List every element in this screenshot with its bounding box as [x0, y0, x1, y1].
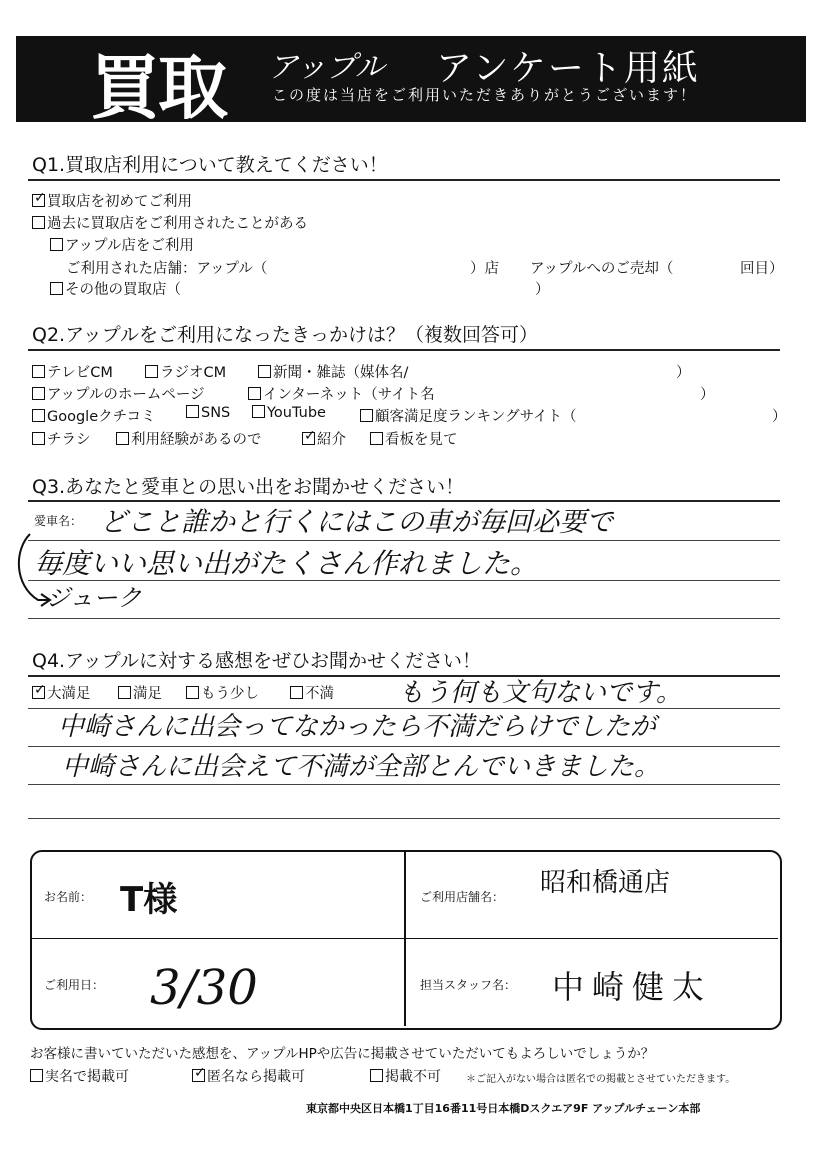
q2-title: Q2.アップルをご利用になったきっかけは？（複数回答可）	[32, 324, 538, 346]
q1-option-other[interactable]: その他の買取店（	[50, 278, 181, 299]
checkbox[interactable]	[370, 1069, 383, 1082]
form-title: アンケート用紙	[436, 48, 700, 89]
staff-label: 担当スタッフ名：	[420, 978, 517, 992]
q4-option-very-satisfied[interactable]: ✓ 大満足	[34, 682, 91, 702]
q1-option-past[interactable]: 過去に買取店をご利用されたことがある	[32, 212, 308, 233]
checkbox[interactable]	[118, 686, 131, 699]
q3-handwriting-line2: 毎度いい思い出がたくさん作れました。	[34, 547, 539, 580]
q2-paren: ）	[676, 365, 691, 381]
q2-option-internet[interactable]: インターネット（サイト名	[248, 383, 435, 404]
checkbox[interactable]	[186, 686, 199, 699]
q2-divider	[28, 349, 780, 351]
q1-sale-count-field: アップルへのご売却（	[530, 261, 674, 277]
checkbox[interactable]	[116, 432, 129, 445]
q1-option-apple[interactable]: アップル店をご利用	[50, 234, 194, 255]
publish-question: お客様に書いていただいた感想を、アップルHPや広告に掲載させていただいてもよろしいでしょうか？	[30, 1046, 655, 1062]
q4-title: Q4.アップルに対する感想をぜひお聞かせください！	[32, 650, 481, 672]
checkbox[interactable]	[50, 282, 63, 295]
checkbox[interactable]	[370, 432, 383, 445]
company-address: 東京都中央区日本橋1丁目16番11号日本橋Dスクエア9F アップルチェーン本部	[306, 1102, 701, 1115]
q1-other-suffix: ）	[535, 282, 550, 298]
checkbox[interactable]	[32, 387, 45, 400]
card-divider-horizontal	[30, 938, 778, 939]
q2-option-referral[interactable]: ✓ 紹介	[304, 428, 346, 448]
q2-option-tv[interactable]: テレビCM	[32, 361, 113, 382]
checkbox-checked[interactable]: ✓	[34, 682, 46, 698]
checkbox[interactable]	[32, 409, 45, 422]
q2-option-google[interactable]: Googleクチコミ	[32, 405, 156, 426]
q2-paren: ）	[772, 409, 787, 425]
apple-logo: アップル	[268, 50, 385, 85]
name-value: T様	[120, 880, 178, 920]
q1-option-first[interactable]: ✓ 買取店を初めてご利用	[34, 190, 192, 210]
checkbox[interactable]	[32, 432, 45, 445]
store-value: 昭和橋通店	[540, 868, 671, 898]
checkbox-checked[interactable]: ✓	[34, 190, 46, 206]
q2-option-ranking[interactable]: 顧客満足度ランキングサイト（	[360, 405, 577, 426]
q2-paren: ）	[700, 387, 715, 403]
q4-rule	[28, 818, 780, 819]
q4-option-satisfied[interactable]: 満足	[118, 682, 162, 703]
q4-rule	[28, 784, 780, 785]
q2-option-sns[interactable]: SNS	[186, 405, 230, 421]
header-banner	[16, 36, 806, 129]
q3-handwriting-car: ジューク	[46, 584, 142, 612]
q4-handwriting-line2: 中崎さんに出会ってなかったら不満だらけでしたが	[58, 712, 657, 742]
staff-value: 中崎健太	[552, 968, 713, 1006]
q2-option-signboard[interactable]: 看板を見て	[370, 428, 458, 449]
checkbox[interactable]	[186, 405, 199, 418]
publish-option-none[interactable]: 掲載不可	[370, 1066, 441, 1086]
form-subtitle: この度は当店をご利用いただきありがとうございます！	[272, 86, 698, 104]
q3-rule	[28, 540, 780, 541]
kaitori-logo: 買取	[90, 47, 226, 129]
checkbox[interactable]	[258, 365, 271, 378]
q1-divider	[28, 179, 780, 181]
checkbox[interactable]	[360, 409, 373, 422]
checkbox[interactable]	[30, 1069, 43, 1082]
q2-option-flyer[interactable]: チラシ	[32, 428, 91, 449]
checkbox[interactable]	[32, 216, 45, 229]
q2-option-radio[interactable]: ラジオCM	[145, 361, 226, 382]
q4-handwriting-line3: 中崎さんに出会えて不満が全部とんでいきました。	[62, 752, 661, 782]
q1-store-field: ご利用された店舗：アップル（	[66, 261, 268, 277]
bracket-arrow-icon	[8, 530, 58, 610]
q3-handwriting-line1: どこと誰かと行くにはこの車が毎回必要で	[100, 507, 613, 538]
q1-sale-count-suffix: 回目）	[740, 261, 784, 277]
publish-note: ＊ご記入がない場合は匿名での掲載とさせていただきます。	[466, 1074, 736, 1085]
q3-rule	[28, 618, 780, 619]
q1-store-suffix: ）店	[470, 261, 499, 277]
q2-option-youtube[interactable]: YouTube	[252, 405, 326, 421]
date-value: 3/30	[150, 960, 258, 1016]
q4-handwriting-line1: もう何も文句ないです。	[398, 678, 682, 708]
checkbox-checked[interactable]: ✓	[304, 428, 316, 444]
q2-option-homepage[interactable]: アップルのホームページ	[32, 383, 205, 404]
car-name-label: 愛車名：	[34, 514, 83, 528]
name-label: お名前：	[44, 890, 93, 904]
checkbox[interactable]	[50, 238, 63, 251]
checkbox[interactable]	[145, 365, 158, 378]
q2-option-experience[interactable]: 利用経験があるので	[116, 428, 262, 449]
checkbox[interactable]	[290, 686, 303, 699]
q2-option-newspaper[interactable]: 新聞・雑誌（媒体名/	[258, 361, 408, 382]
checkbox-checked[interactable]: ✓	[194, 1065, 206, 1081]
publish-option-real-name[interactable]: 実名で掲載可	[30, 1066, 129, 1086]
date-label: ご利用日：	[44, 978, 105, 992]
q1-title: Q1.買取店利用について教えてください！	[32, 154, 388, 176]
checkbox[interactable]	[32, 365, 45, 378]
q4-option-unsatisfied[interactable]: 不満	[290, 682, 334, 703]
checkbox[interactable]	[248, 387, 261, 400]
store-label: ご利用店舗名：	[420, 890, 505, 904]
q3-title: Q3.あなたと愛車との思い出をお聞かせください！	[32, 476, 465, 498]
publish-option-anonymous[interactable]: ✓ 匿名なら掲載可	[194, 1065, 305, 1085]
q4-option-so-so[interactable]: もう少し	[186, 682, 259, 703]
checkbox[interactable]	[252, 405, 265, 418]
